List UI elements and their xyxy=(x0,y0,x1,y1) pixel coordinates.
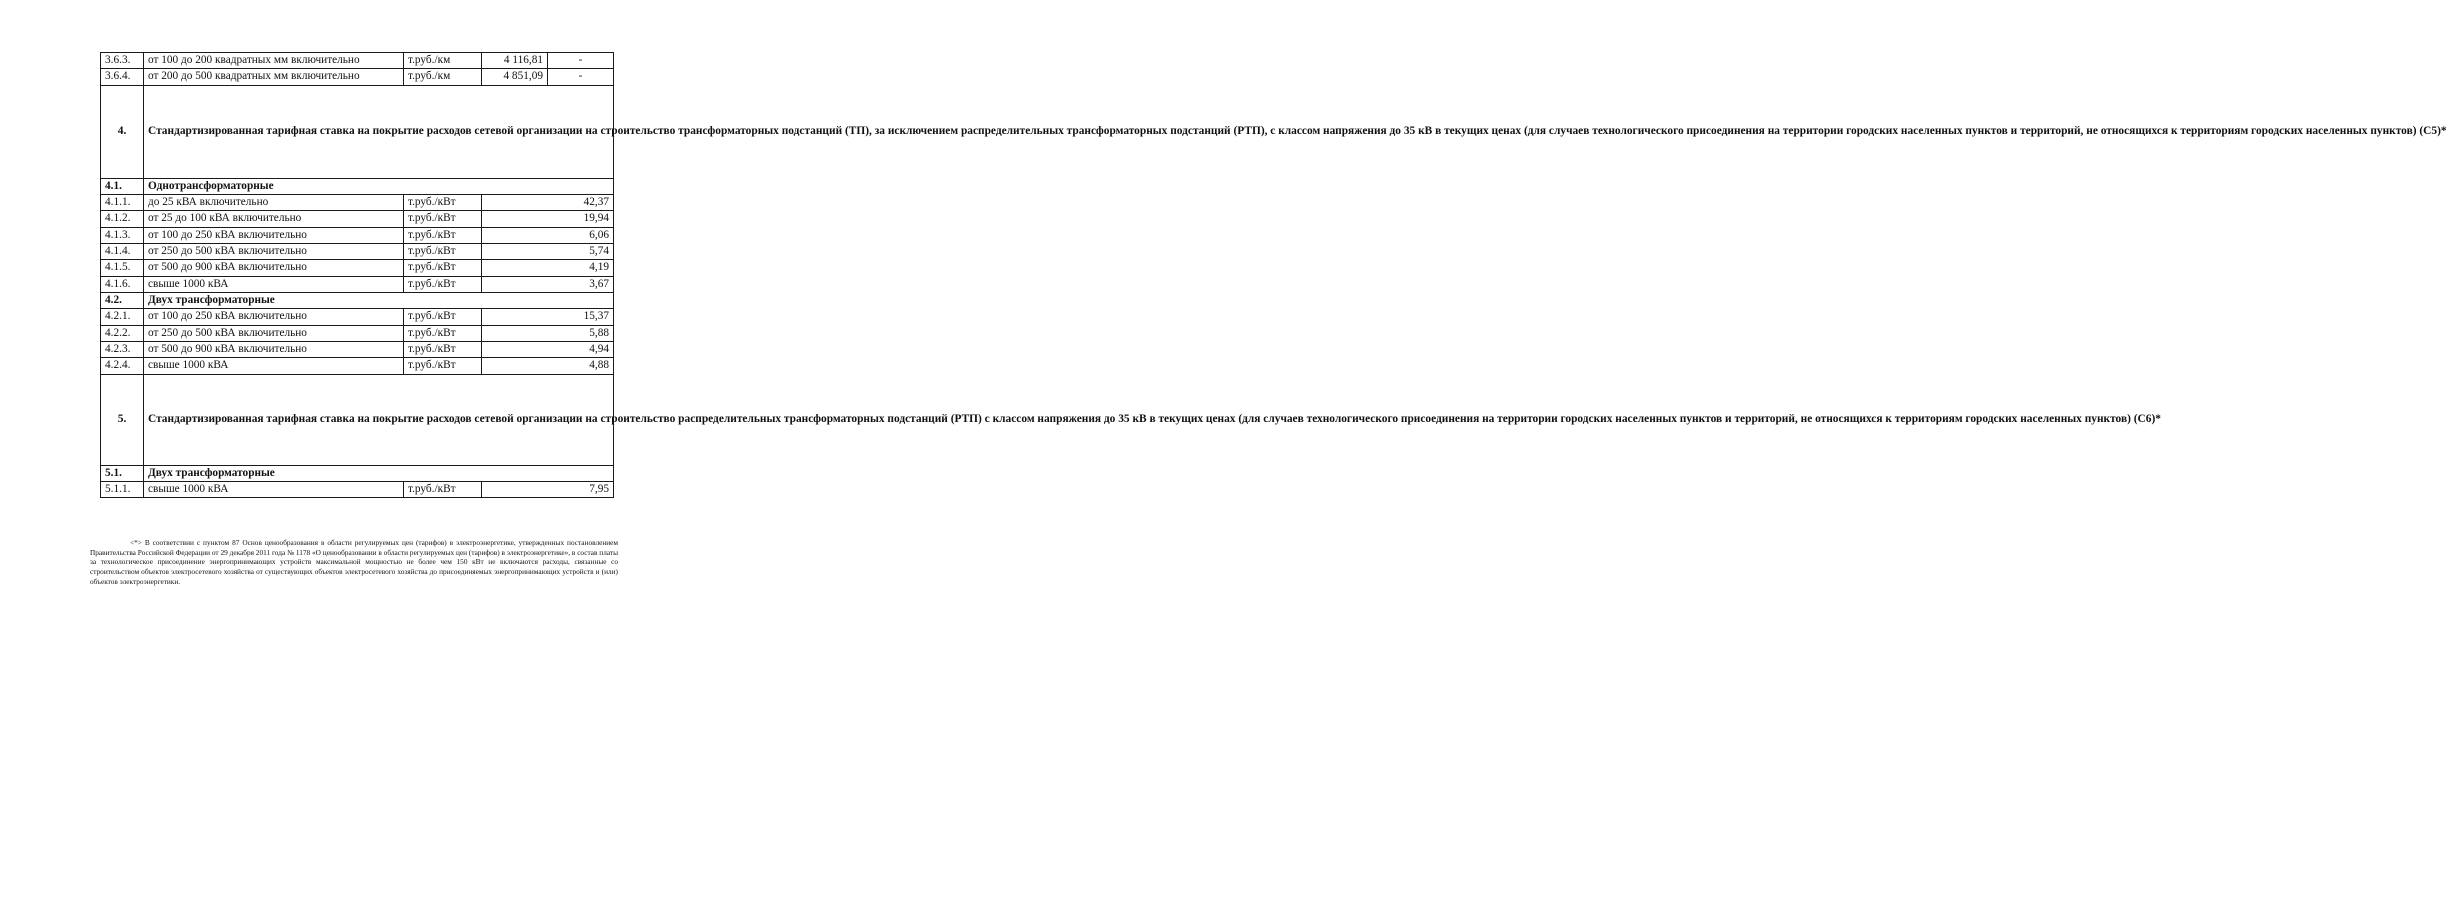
row-unit: т.руб./кВт xyxy=(404,341,482,357)
row-value: 4 116,81 xyxy=(482,53,548,69)
row-value: 15,37 xyxy=(482,309,614,325)
row-unit: т.руб./кВт xyxy=(404,325,482,341)
row-number: 4.1.2. xyxy=(101,211,144,227)
tariff-table xyxy=(100,52,2447,498)
table-row xyxy=(101,243,614,259)
row-unit: т.руб./км xyxy=(404,53,482,69)
row-number: 5.1.1. xyxy=(101,481,144,497)
row-value: 4,88 xyxy=(482,358,614,374)
row-unit: т.руб./кВт xyxy=(404,358,482,374)
row-unit: т.руб./км xyxy=(404,69,482,85)
row-value: 42,37 xyxy=(482,194,614,210)
section-title: Стандартизированная тарифная ставка на покрытие расходов сетевой организации на строительство распределительных трансформаторных подстанций (РТП) с классом напряжения до 35 кВ в текущих ценах (для случаев технологического присоединения на территории городских населенных пунктов и территорий, не относящихся к территориям городских населенных пунктов) (С6)* xyxy=(144,374,614,465)
section-title: Стандартизированная тарифная ставка на покрытие расходов сетевой организации на строительство трансформаторных подстанций (ТП), за исключением распределительных трансформаторных подстанций (РТП), с классом напряжения до 35 кВ в текущих ценах (для случаев технологического присоединения на территории городских населенных пунктов и территорий, не относящихся к территориям городских населенных пунктов) (С5)* xyxy=(144,85,614,178)
footnote xyxy=(90,538,618,586)
section-row xyxy=(101,85,614,178)
row-number: 3.6.3. xyxy=(101,53,144,69)
row-number: 4.2.3. xyxy=(101,341,144,357)
table-row xyxy=(101,276,614,292)
row-description: от 250 до 500 кВА включительно xyxy=(144,243,404,259)
section-number: 4. xyxy=(101,85,144,178)
subsection-row xyxy=(101,465,614,481)
row-description: от 100 до 200 квадратных мм включительно xyxy=(144,53,404,69)
section-row xyxy=(101,374,614,465)
row-unit: т.руб./кВт xyxy=(404,260,482,276)
row-description: свыше 1000 кВА xyxy=(144,358,404,374)
row-description: от 500 до 900 кВА включительно xyxy=(144,260,404,276)
row-extra: - xyxy=(548,53,614,69)
table-row xyxy=(101,227,614,243)
row-number: 4.2.2. xyxy=(101,325,144,341)
table-row xyxy=(101,325,614,341)
table-row xyxy=(101,260,614,276)
row-unit: т.руб./кВт xyxy=(404,481,482,497)
tariff-page xyxy=(100,52,2447,498)
row-number: 4.1.6. xyxy=(101,276,144,292)
section-number: 5. xyxy=(101,374,144,465)
footnote-text: <*> В соответствии с пунктом 87 Основ ценообразования в области регулируемых цен (тарифов) в электроэнергетике, утвержденных постановлением Правительства Российской Федерации от 29 декабря 2011 года № 1178 «О ценообразовании в области регулируемых цен (тарифов) в электроэнергетике», в состав платы за технологическое присоединение энергопринимающих устройств максимальной мощностью не более чем 150 кВт не включаются расходы, связанные со строительством объектов электросетевого хозяйства от существующих объектов электросетевого хозяйства до присоединяемых энергопринимающих устройств и (или) объектов электроэнергетики. xyxy=(90,538,618,586)
row-description: от 200 до 500 квадратных мм включительно xyxy=(144,69,404,85)
row-value: 4 851,09 xyxy=(482,69,548,85)
subsection-number: 5.1. xyxy=(101,465,144,481)
row-value: 5,74 xyxy=(482,243,614,259)
row-number: 4.2.1. xyxy=(101,309,144,325)
row-value: 3,67 xyxy=(482,276,614,292)
row-value: 4,94 xyxy=(482,341,614,357)
row-unit: т.руб./кВт xyxy=(404,227,482,243)
table-row xyxy=(101,481,614,497)
row-description: от 100 до 250 кВА включительно xyxy=(144,309,404,325)
row-value: 19,94 xyxy=(482,211,614,227)
table-row xyxy=(101,194,614,210)
table-row xyxy=(101,211,614,227)
row-description: от 25 до 100 кВА включительно xyxy=(144,211,404,227)
table-row xyxy=(101,309,614,325)
subsection-title: Двух трансформаторные xyxy=(144,292,614,308)
row-number: 4.1.1. xyxy=(101,194,144,210)
row-unit: т.руб./кВт xyxy=(404,309,482,325)
row-number: 3.6.4. xyxy=(101,69,144,85)
row-number: 4.1.3. xyxy=(101,227,144,243)
subsection-row xyxy=(101,292,614,308)
row-value: 4,19 xyxy=(482,260,614,276)
row-description: от 500 до 900 кВА включительно xyxy=(144,341,404,357)
row-description: от 250 до 500 кВА включительно xyxy=(144,325,404,341)
row-unit: т.руб./кВт xyxy=(404,243,482,259)
row-number: 4.1.4. xyxy=(101,243,144,259)
subsection-number: 4.1. xyxy=(101,178,144,194)
row-unit: т.руб./кВт xyxy=(404,276,482,292)
row-value: 6,06 xyxy=(482,227,614,243)
subsection-title: Двух трансформаторные xyxy=(144,465,614,481)
row-description: от 100 до 250 кВА включительно xyxy=(144,227,404,243)
row-value: 5,88 xyxy=(482,325,614,341)
table-row xyxy=(101,358,614,374)
table-row xyxy=(101,53,614,69)
row-extra: - xyxy=(548,69,614,85)
subsection-title: Однотрансформаторные xyxy=(144,178,614,194)
subsection-number: 4.2. xyxy=(101,292,144,308)
row-description: свыше 1000 кВА xyxy=(144,481,404,497)
row-value: 7,95 xyxy=(482,481,614,497)
row-unit: т.руб./кВт xyxy=(404,211,482,227)
row-number: 4.1.5. xyxy=(101,260,144,276)
row-number: 4.2.4. xyxy=(101,358,144,374)
table-row xyxy=(101,69,614,85)
row-description: до 25 кВА включительно xyxy=(144,194,404,210)
subsection-row xyxy=(101,178,614,194)
row-unit: т.руб./кВт xyxy=(404,194,482,210)
table-row xyxy=(101,341,614,357)
row-description: свыше 1000 кВА xyxy=(144,276,404,292)
